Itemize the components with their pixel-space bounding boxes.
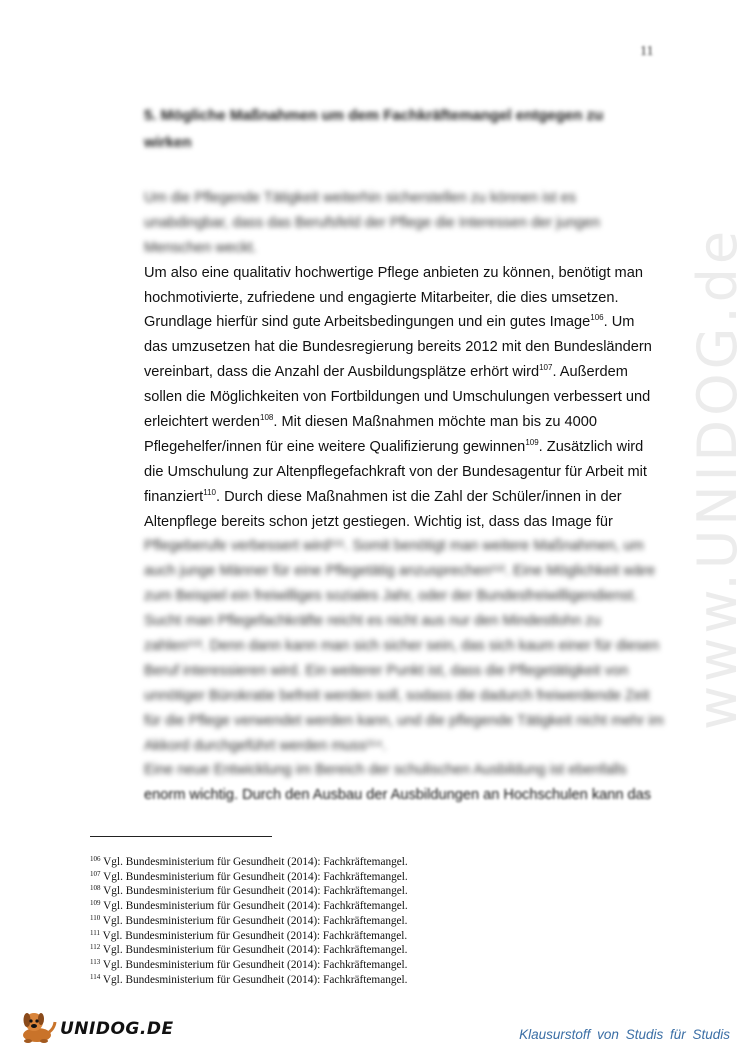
blurred-line: Eine neue Entwicklung im Bereich der schulischen Ausbildung ist ebenfalls — [144, 762, 627, 779]
line-text: hochmotivierte, zufriedene und engagierte Mitarbeiter, die dies umsetzen. — [144, 289, 619, 306]
blurred-line: zum Beispiel ein freiwilliges soziales Jahr, oder der Bundesfreiwilligendienst. — [144, 588, 638, 605]
section-heading: 5. Mögliche Maßnahmen um dem Fachkräftemangel entgegen zu wirken — [144, 107, 604, 151]
text-line — [144, 360, 656, 385]
line-text: Grundlage hierfür sind gute Arbeitsbedingungen und ein gutes Image — [144, 314, 591, 331]
footer-slogan: Klausurstoff von Studis für Studis — [519, 1027, 730, 1042]
page-number: 11 — [640, 44, 654, 59]
dog-mascot-icon — [20, 1008, 58, 1049]
footnote-ref[interactable]: 110 — [203, 487, 216, 497]
footnote-number: 112 — [90, 943, 101, 952]
footnote-ref[interactable]: 109 — [525, 437, 539, 447]
footnote-text: Vgl. Bundesministerium für Gesundheit (2014): Fachkräftemangel. — [103, 900, 408, 913]
line-text: sollen die Möglichkeiten von Fortbildungen und Umschulungen verbessert und — [144, 389, 651, 406]
text-line — [144, 310, 656, 335]
blurred-line: zahlen¹¹³. Denn dann kann man sich sicher sein, das sich kaum einer für diesen — [144, 638, 660, 655]
blurred-line: unabdingbar, dass das Berufsfeld der Pflege die Interessen der jungen — [144, 214, 600, 231]
blurred-paragraph-bottom — [144, 534, 664, 783]
logo-text: UNIDOG.DE — [60, 1018, 174, 1039]
footnote-text: Vgl. Bundesministerium für Gesundheit (2014): Fachkräftemangel. — [103, 885, 408, 898]
footnote-number: 110 — [90, 913, 101, 922]
blurred-line: Sucht man Pflegefachkräfte reicht es nicht aus nur den Mindestlohn zu — [144, 613, 601, 630]
footnote — [90, 870, 408, 885]
footnote-number: 107 — [90, 869, 101, 878]
line-tail: . Durch diese Maßnahmen ist die Zahl der Schüler/innen in der — [215, 488, 622, 505]
footnote-number: 113 — [90, 957, 101, 966]
line-text: vereinbart, dass die Anzahl der Ausbildungsplätze erhört wird — [144, 364, 540, 381]
text-line — [144, 485, 656, 510]
footnote-ref[interactable]: 107 — [539, 363, 553, 373]
blurred-line: Beruf interessieren wird. Ein weiterer Punkt ist, dass die Pflegetätigkeit von — [144, 662, 629, 679]
visible-paragraph — [144, 261, 656, 535]
line-tail: . Zusätzlich wird — [538, 438, 644, 455]
blurred-line: Um die Pflegende Tätigkeit weiterhin sicherstellen zu können ist es — [144, 190, 577, 206]
text-line — [144, 460, 656, 485]
footnote-ref[interactable]: 108 — [260, 413, 274, 423]
footnote — [90, 929, 408, 944]
blurred-paragraph-top — [144, 186, 656, 261]
text-line — [144, 410, 656, 435]
footnote — [90, 943, 408, 958]
footnotes — [90, 855, 408, 987]
footnote-text: Vgl. Bundesministerium für Gesundheit (2014): Fachkräftemangel. — [103, 870, 408, 883]
footnote — [90, 899, 408, 914]
line-text: die Umschulung zur Altenpflegefachkraft von der Bundesagentur für Arbeit mit — [144, 463, 647, 480]
line-text: finanziert — [144, 488, 204, 505]
footnote-text: Vgl. Bundesministerium für Gesundheit (2014): Fachkräftemangel. — [102, 958, 408, 971]
footnote — [90, 914, 408, 929]
line-text: Altenpflege bereits schon jetzt gestiegen. Wichtig ist, dass das Image für — [144, 513, 613, 530]
line-text: erleichtert werden — [144, 414, 260, 431]
footnote-number: 114 — [90, 972, 101, 981]
line-text: Um also eine qualitativ hochwertige Pflege anbieten zu können, benötigt man — [144, 264, 643, 281]
blurred-line: Akkord durchgeführt werden muss¹¹⁴. — [144, 737, 387, 754]
footnote — [90, 884, 408, 899]
line-tail: . Mit diesen Maßnahmen möchte man bis zu 4000 — [273, 414, 598, 431]
text-line — [144, 261, 656, 286]
footnote-number: 106 — [90, 855, 101, 863]
line-tail: . Außerdem — [552, 364, 628, 381]
footnote-number: 109 — [90, 899, 101, 908]
unidog-logo[interactable] — [20, 1008, 174, 1049]
footnote-text: Vgl. Bundesministerium für Gesundheit (2014): Fachkräftemangel. — [103, 856, 408, 868]
footnote-ref[interactable]: 106 — [590, 313, 604, 323]
partially-blurred-line: enorm wichtig. Durch den Ausbau der Ausbildungen an Hochschulen kann das — [144, 787, 652, 804]
line-tail: . Um — [603, 314, 635, 331]
footnote-text: Vgl. Bundesministerium für Gesundheit (2014): Fachkräftemangel. — [102, 914, 408, 927]
footnote-separator — [90, 836, 272, 837]
text-line — [144, 286, 656, 311]
footnote-number: 111 — [90, 928, 100, 937]
blurred-line: Pflegeberufe verbessert wird¹¹¹. Somit benötigt man weitere Maßnahmen, um — [144, 538, 644, 555]
footnote-text: Vgl. Bundesministerium für Gesundheit (2014): Fachkräftemangel. — [102, 929, 408, 942]
footnote-number: 108 — [90, 884, 101, 893]
text-line — [144, 435, 656, 460]
blurred-line: auch junge Männer für eine Pflegetätig anzusprechen¹¹². Eine Möglichkeit wäre — [144, 563, 656, 580]
footnote-text: Vgl. Bundesministerium für Gesundheit (2014): Fachkräftemangel. — [102, 973, 408, 986]
blurred-line: unnötiger Bürokratie befreit werden soll, sodass die dadurch freiwerdende Zeit — [144, 687, 650, 704]
text-line — [144, 510, 656, 535]
watermark: www.UNIDOG.de — [686, 226, 749, 730]
line-text: Pflegehelfer/innen für eine weitere Qualifizierung gewinnen — [144, 438, 526, 455]
text-line — [144, 335, 656, 360]
text-line — [144, 385, 656, 410]
footnote — [90, 958, 408, 973]
footnote — [90, 855, 408, 870]
blurred-line: für die Pflege verwendet werden kann, und die pflegende Tätigkeit nicht mehr im — [144, 712, 664, 729]
line-text: das umzusetzen hat die Bundesregierung bereits 2012 mit den Bundesländern — [144, 339, 652, 356]
body-text — [144, 186, 664, 808]
footnote-text: Vgl. Bundesministerium für Gesundheit (2014): Fachkräftemangel. — [102, 944, 408, 957]
footnote — [90, 973, 408, 988]
blurred-line: Menschen weckt. — [144, 239, 257, 256]
